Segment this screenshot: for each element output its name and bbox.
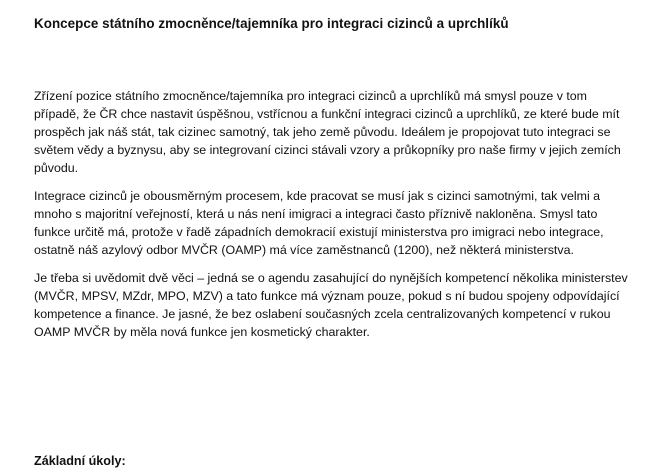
paragraph-3: Je třeba si uvědomit dvě věci – jedná se o agendu zasahující do nynějších kompetencí několika ministerstev (MVČR, MPSV, MZdr, MPO, MZV) a tato funkce má význam pouze, pokud s ní budou spojeny odpovídající kompetence a finance. Je jasné, že bez oslabení současných zcela centralizovaných kompetencí v rukou OAMP MVČR by měla nová funkce jen kosmetický charakter. — [34, 271, 628, 339]
document-body — [34, 87, 632, 341]
paragraph-2: Integrace cizinců je obousměrným procesem, kde pracovat se musí jak s cizinci samotnými, tak velmi a mnoho s majoritní veřejností, která u nás není imigraci a integraci často příznivě nakloněna. Smysl tato funkce určitě má, protože v řadě západních demokracií existují ministerstva pro imigraci nebo integrace, ostatně náš azylový odbor MVČR (OAMP) má více zaměstnanců (1200), než některá ministerstva. — [34, 189, 604, 257]
section-heading-basic-tasks: Základní úkoly: — [34, 454, 126, 468]
document-title: Koncepce státního zmocněnce/tajemníka pro integraci cizinců a uprchlíků — [34, 16, 509, 31]
paragraph-1: Zřízení pozice státního zmocněnce/tajemníka pro integraci cizinců a uprchlíků má smysl pouze v tom případě, že ČR chce nastavit úspěšnou, vstřícnou a funkční integraci cizinců a uprchlíků, ze které bude mít prospěch jak náš stát, tak cizinec samotný, tak jeho země původu. Ideálem je propojovat tuto integraci se světem vědy a byznysu, aby se integrovaní cizinci stávali vzory a průkopníky pro naše firmy v jejich zemích původu. — [34, 89, 621, 175]
